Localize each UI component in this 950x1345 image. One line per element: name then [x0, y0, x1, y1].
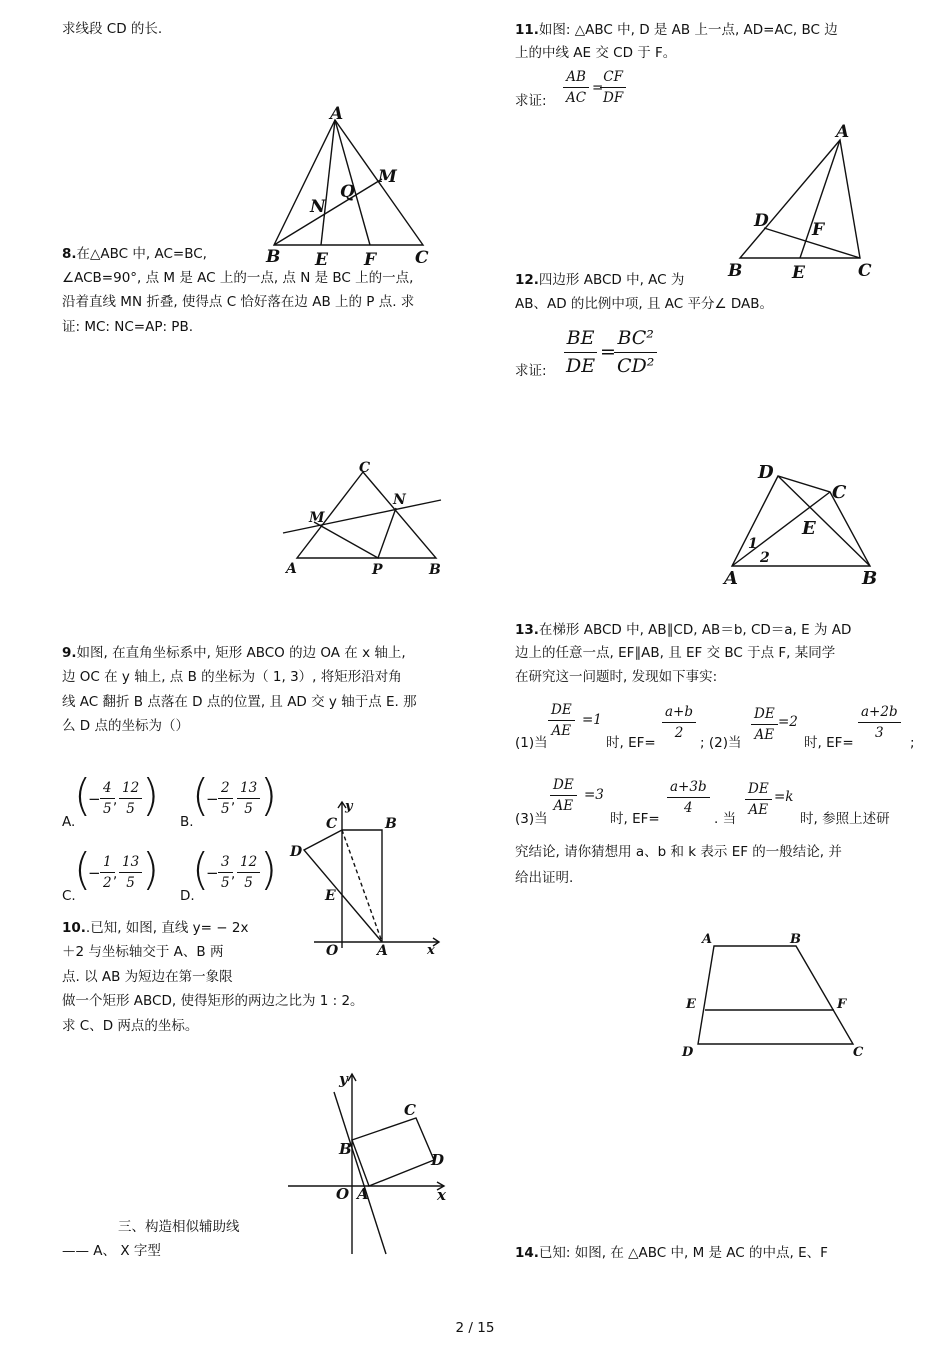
problem-10-line-1: 10..已知, 如图, 直线 y= − 2x: [62, 920, 249, 936]
option-sign: −: [206, 864, 219, 882]
option-x-fraction: 2 5: [218, 778, 233, 819]
fig11-label-b: B: [728, 261, 743, 281]
case-1-ef-value: a+b 2: [662, 702, 696, 743]
fig10-label-a: A: [357, 1185, 369, 1203]
option-b[interactable]: [180, 770, 280, 830]
case-2-end: ;: [910, 735, 915, 751]
right-paren: ): [142, 770, 160, 821]
problem-8-line-2: ∠ACB=90°, 点 M 是 AC 上的一点, 点 N 是 BC 上的一点,: [62, 270, 414, 286]
fig11-label-e: E: [792, 263, 805, 283]
figure-rectangle-fold-coordinate: [284, 800, 444, 960]
option-d[interactable]: [180, 844, 280, 904]
option-x-fraction: 4 5: [100, 778, 115, 819]
fig12-label-a: A: [724, 568, 738, 589]
case-3-ratio-value: =3: [584, 787, 604, 803]
fig11-label-a: A: [836, 122, 850, 142]
problem-11-line-1: 11.如图: △ABC 中, D 是 AB 上一点, AD=AC, BC 边: [515, 22, 838, 38]
fig10-label-x: x: [437, 1186, 446, 1204]
problem-8-line-4: 证: MC: NC=AP: PB.: [62, 319, 193, 335]
case-2-ef-label: 时, EF=: [804, 735, 854, 751]
problem-11-fraction-cf-df: CF DF: [600, 67, 626, 108]
problem-9-line-1: 9.如图, 在直角坐标系中, 矩形 ABCO 的边 OA 在 x 轴上,: [62, 645, 406, 661]
fig13-label-d: D: [682, 1045, 694, 1060]
problem-13-line-3: 在研究这一问题时, 发现如下事实:: [515, 669, 718, 685]
option-x-fraction: 3 5: [218, 852, 233, 893]
fig11-label-c: C: [858, 261, 872, 281]
case-k-label: . 当: [714, 811, 737, 827]
case-k-ratio: DE AE: [745, 779, 772, 820]
fig10-label-b: B: [339, 1140, 352, 1158]
fig11-label-d: D: [754, 211, 769, 231]
case-2-ratio-value: =2: [778, 714, 798, 730]
right-paren: ): [260, 844, 278, 895]
problem-13-line-1: 13.在梯形 ABCD 中, AB∥CD, AB＝b, CD＝a, E 为 AD: [515, 622, 852, 638]
problem-8-line-3: 沿着直线 MN 折叠, 使得点 C 恰好落在边 AB 上的 P 点. 求: [62, 294, 415, 310]
top-line: 求线段 CD 的长.: [62, 21, 163, 37]
option-x-fraction: 1 2: [100, 852, 115, 893]
fig9-label-d: D: [290, 844, 303, 860]
option-label: D.: [180, 888, 195, 904]
problem-10-line-3: 点. 以 AB 为短边在第一象限: [62, 969, 233, 985]
fig13-label-f: F: [837, 997, 847, 1012]
right-paren: ): [260, 770, 278, 821]
case-3-ef-value: a+3b 4: [667, 777, 710, 818]
fig11-label-f: F: [812, 220, 825, 240]
fig9-label-x: x: [427, 943, 435, 958]
problem-10-line-4: 做一个矩形 ABCD, 使得矩形的两边之比为 1 : 2。: [62, 993, 364, 1009]
figure-line-rectangle-coordinate: [284, 1068, 454, 1258]
section-heading: 三、构造相似辅助线: [118, 1219, 240, 1235]
right-paren: ): [142, 844, 160, 895]
case-k-ratio-value: =k: [774, 789, 794, 805]
problem-10-line-2: ＋2 与坐标轴交于 A、B 两: [62, 944, 224, 960]
fig7-label-e: E: [315, 250, 328, 270]
case-1-ratio-value: =1: [582, 712, 602, 728]
option-y-fraction: 13 5: [237, 778, 260, 819]
case-2-label: ; (2)当: [700, 735, 742, 751]
fig13-label-b: B: [790, 932, 801, 947]
fig7-label-f: F: [364, 250, 377, 270]
fig7-label-b: B: [266, 247, 281, 267]
fig9-label-b: B: [385, 816, 397, 832]
problem-13-line-5: 给出证明.: [515, 870, 574, 886]
problem-12-equals: =: [600, 341, 616, 363]
option-sign: −: [88, 790, 101, 808]
fig9-label-a: A: [377, 943, 388, 959]
case-3-label: (3)当: [515, 811, 548, 827]
fig9-label-o: O: [326, 943, 339, 959]
fig13-label-e: E: [686, 997, 696, 1012]
case-2-ratio: DE AE: [751, 704, 778, 745]
problem-13-line-4: 究结论, 请你猜想用 a、b 和 k 表示 EF 的一般结论, 并: [515, 844, 842, 860]
problem-11-fraction-ab-ac: AB AC: [563, 67, 589, 108]
fig7-label-q: Q: [340, 182, 355, 202]
option-comma: ,: [231, 866, 236, 882]
fig8-label-m: M: [309, 510, 325, 526]
option-label: A.: [62, 814, 76, 830]
option-comma: ,: [113, 792, 118, 808]
fig7-label-a: A: [330, 104, 344, 124]
problem-12-fraction-be-de: BE DE: [563, 325, 598, 380]
fig12-label-b: B: [862, 568, 878, 589]
option-c[interactable]: [62, 844, 162, 904]
case-3-ratio: DE AE: [550, 775, 577, 816]
problem-12-line-2: AB、AD 的比例中项, 且 AC 平分∠ DAB。: [515, 296, 774, 312]
option-y-fraction: 13 5: [119, 852, 142, 893]
option-comma: ,: [113, 866, 118, 882]
fig10-label-y: y: [339, 1070, 348, 1088]
problem-10-line-5: 求 C、D 两点的坐标。: [62, 1018, 199, 1034]
case-1-label: (1)当: [515, 735, 548, 751]
fig10-label-o: O: [336, 1185, 350, 1203]
figure-triangle-abc-median: [262, 104, 442, 270]
left-paren: (: [192, 770, 210, 821]
problem-12-line-1: 12.四边形 ABCD 中, AC 为: [515, 272, 685, 288]
fig7-label-n: N: [310, 197, 326, 217]
problem-11-equals: =: [592, 80, 604, 96]
fig12-label-d: D: [758, 462, 774, 483]
problem-12-prove: 求证:: [515, 363, 547, 379]
problem-8-line-1: 8.在△ABC 中, AC=BC,: [62, 246, 207, 262]
fig8-label-b: B: [429, 562, 441, 578]
fig8-label-p: P: [372, 562, 383, 578]
figure-triangle-median-cd: [720, 118, 880, 284]
problem-9-line-3: 线 AC 翻折 B 点落在 D 点的位置, 且 AD 交 y 轴于点 E. 那: [62, 694, 417, 710]
fig12-label-c: C: [832, 482, 847, 503]
left-paren: (: [74, 770, 92, 821]
option-y-fraction: 12 5: [237, 852, 260, 893]
fig9-label-c: C: [326, 816, 338, 832]
case-1-ef-label: 时, EF=: [606, 735, 656, 751]
case-k-text: 时, 参照上述研: [800, 811, 890, 827]
fig12-label-angle-1: 1: [748, 536, 758, 552]
problem-12-fraction-bc2-cd2: BC² CD²: [614, 325, 657, 380]
subsection-heading: —— A、 X 字型: [62, 1243, 161, 1259]
problem-11-line-2: 上的中线 AE 交 CD 于 F。: [515, 45, 677, 61]
problem-13-line-2: 边上的任意一点, EF∥AB, 且 EF 交 BC 于点 F, 某同学: [515, 645, 836, 661]
fig8-label-a: A: [286, 561, 297, 577]
fig12-label-e: E: [802, 518, 816, 539]
fig12-label-angle-2: 2: [760, 550, 770, 566]
problem-9-line-2: 边 OC 在 y 轴上, 点 B 的坐标为（ 1, 3）, 将矩形沿对角: [62, 669, 402, 685]
case-1-ratio: DE AE: [548, 700, 575, 741]
fig13-label-c: C: [853, 1045, 864, 1060]
fig9-label-e: E: [325, 888, 336, 904]
problem-11-prove: 求证:: [515, 93, 547, 109]
problem-14-line-1: 14.已知: 如图, 在 △ABC 中, M 是 AC 的中点, E、F: [515, 1245, 828, 1261]
option-label: B.: [180, 814, 194, 830]
fig8-label-n: N: [393, 492, 406, 508]
figure-trapezoid-abcd: [676, 926, 876, 1066]
left-paren: (: [74, 844, 92, 895]
fig13-label-a: A: [702, 932, 713, 947]
option-y-fraction: 12 5: [119, 778, 142, 819]
case-3-ef-label: 时, EF=: [610, 811, 660, 827]
fig7-label-c: C: [415, 248, 429, 268]
fig9-label-y: y: [345, 799, 353, 814]
left-paren: (: [192, 844, 210, 895]
fig10-label-d: D: [431, 1151, 445, 1169]
option-comma: ,: [231, 792, 236, 808]
option-sign: −: [206, 790, 219, 808]
figure-folded-triangle: [283, 458, 448, 578]
fig10-label-c: C: [404, 1101, 416, 1119]
problem-9-line-4: 么 D 点的坐标为（）: [62, 718, 189, 734]
option-label: C.: [62, 888, 76, 904]
option-a[interactable]: [62, 770, 162, 830]
option-sign: −: [88, 864, 101, 882]
figure-quadrilateral-abcd: [720, 456, 890, 591]
fig8-label-c: C: [359, 460, 371, 476]
case-2-ef-value: a+2b 3: [858, 702, 901, 743]
page-number: 2 / 15: [455, 1320, 495, 1336]
fig7-label-m: M: [378, 167, 397, 187]
